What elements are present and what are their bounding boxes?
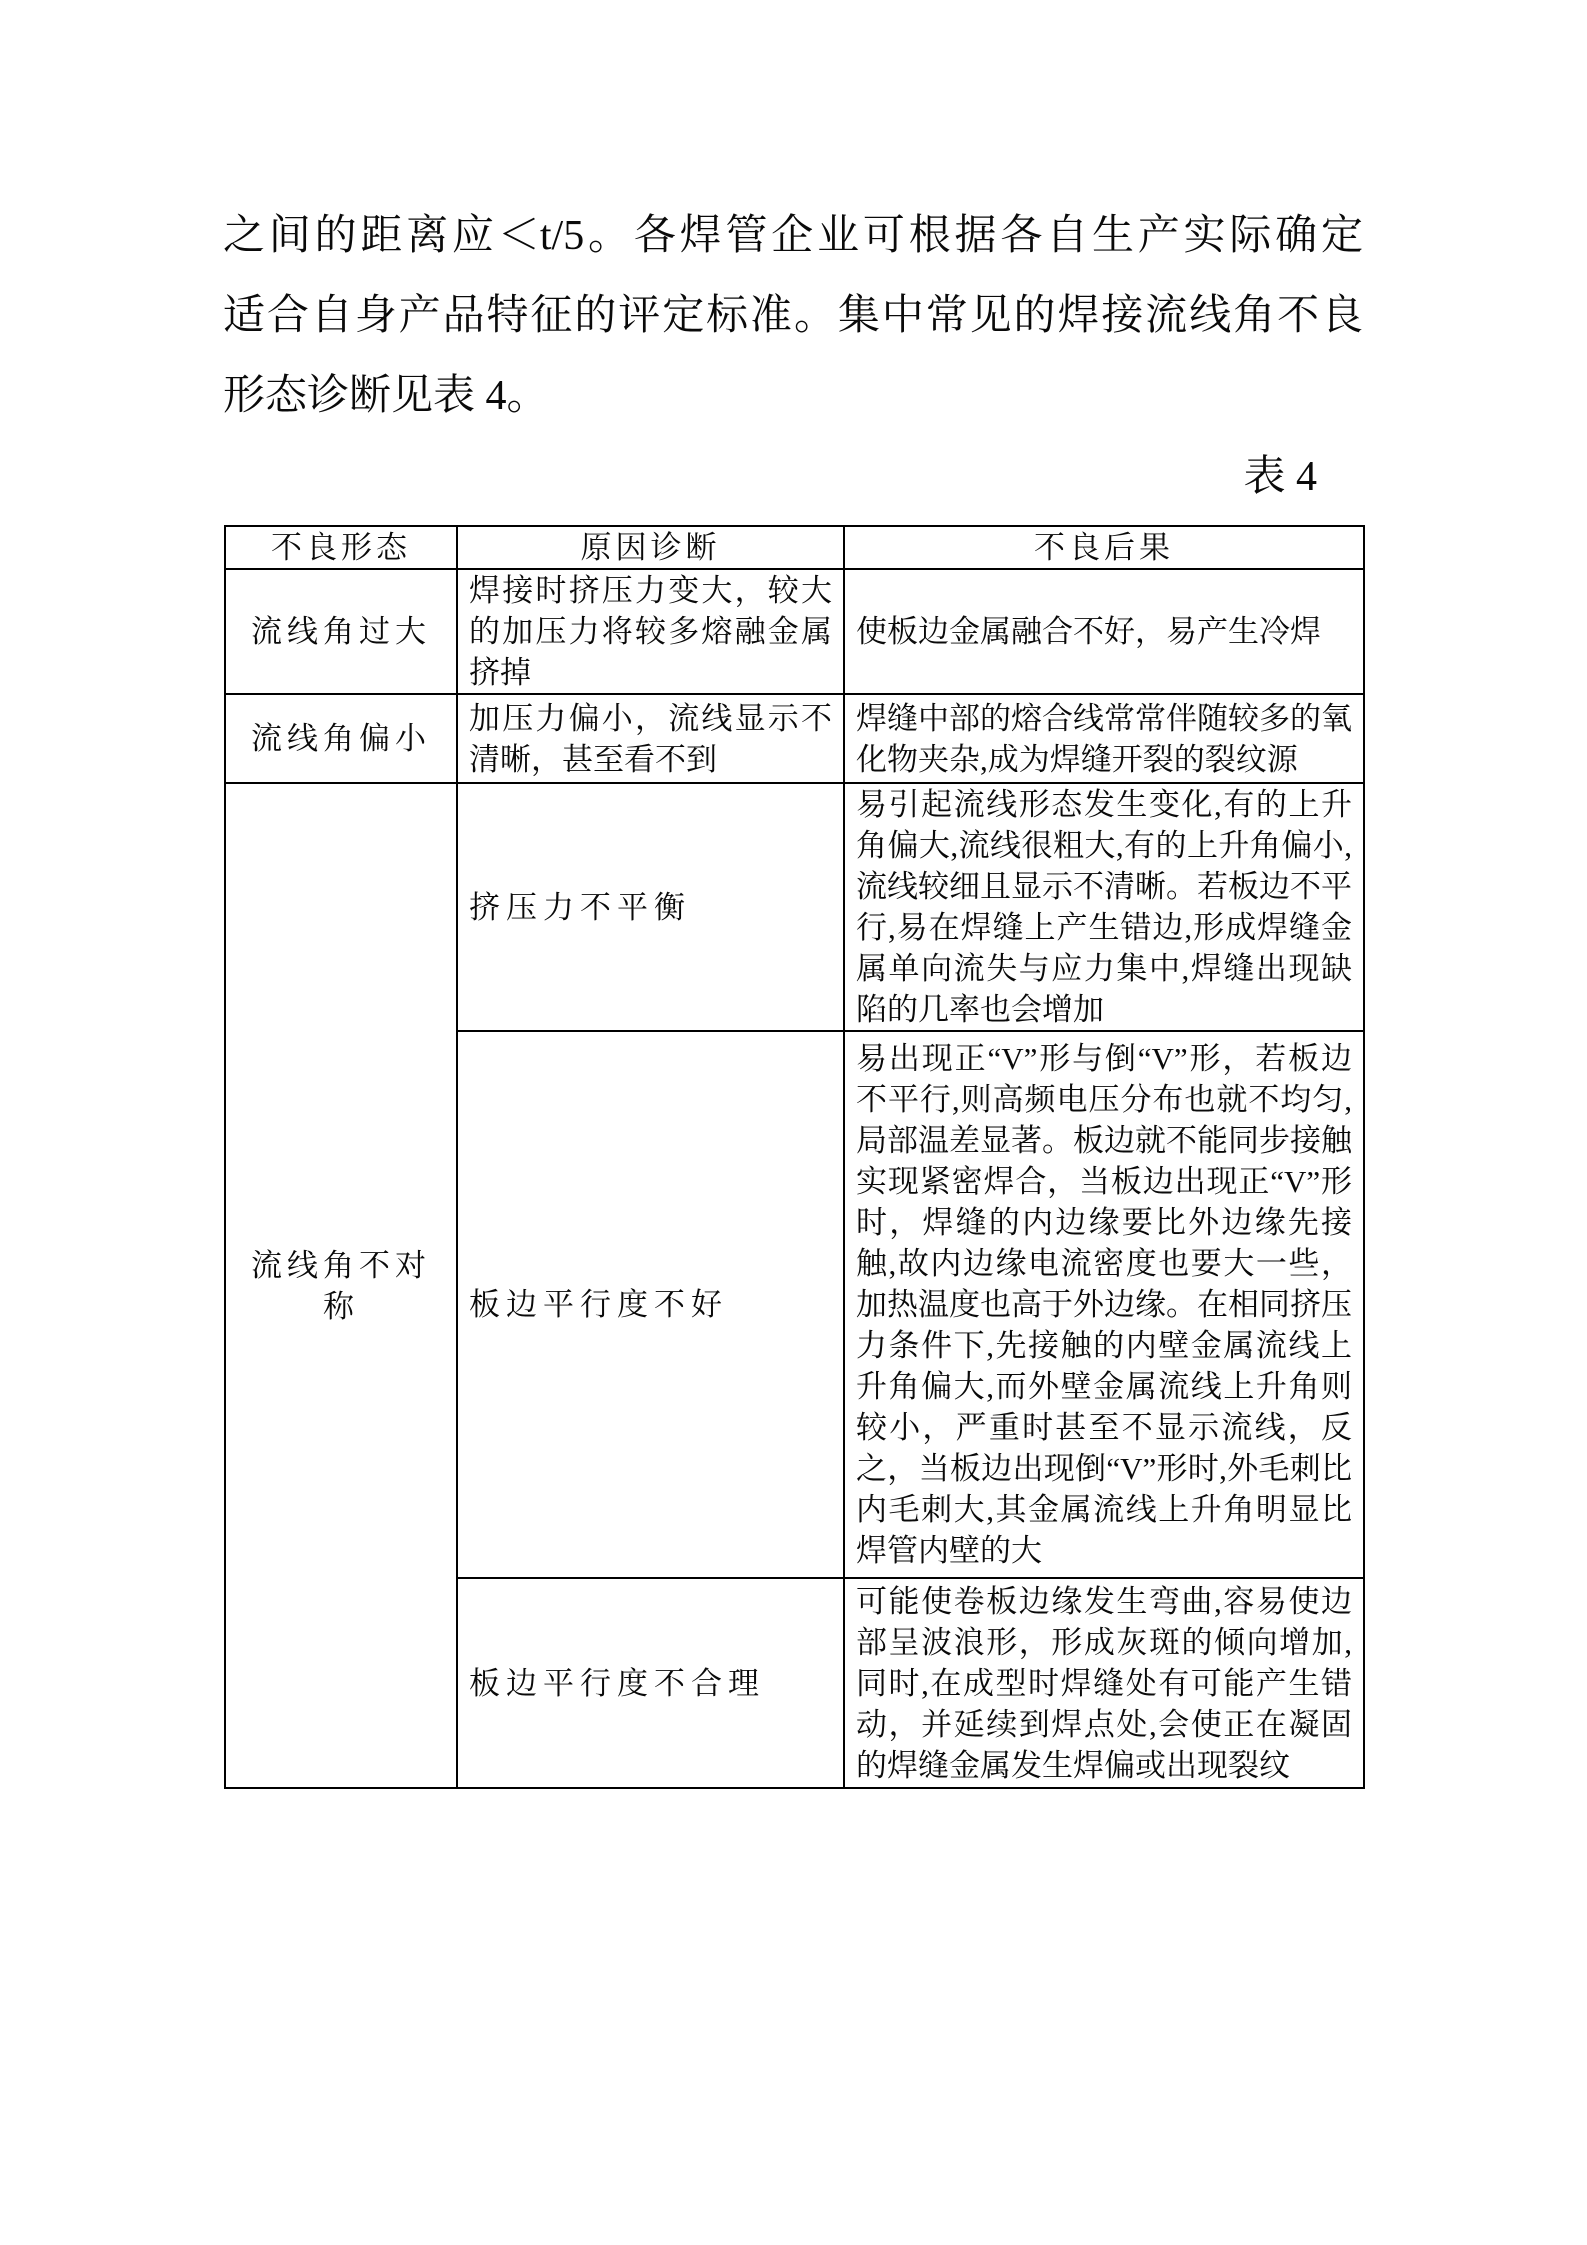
table-row <box>225 783 1364 1031</box>
cell-consequence: 易引起流线形态发生变化,有的上升角偏大,流线很粗大,有的上升角偏小,流线较细且显示不清晰。若板边不平行,易在焊缝上产生错边,形成焊缝金属单向流失与应力集中,焊缝出现缺陷的几率也会增加 <box>844 783 1364 1031</box>
header-defect-form: 不良形态 <box>225 526 457 569</box>
cell-defect-form: 流线角偏小 <box>225 694 457 783</box>
header-cause-diagnosis: 原因诊断 <box>457 526 844 569</box>
cell-defect-form: 流线角过大 <box>225 569 457 694</box>
paragraph-line: 之间的距离应＜t/5。各焊管企业可根据各自生产实际确定 <box>223 213 1363 259</box>
table-row <box>225 569 1364 694</box>
cell-consequence: 使板边金属融合不好，易产生冷焊 <box>844 569 1364 694</box>
cell-consequence: 焊缝中部的熔合线常常伴随较多的氧化物夹杂,成为焊缝开裂的裂纹源 <box>844 694 1364 783</box>
paragraph-line: 形态诊断见表 4。 <box>223 373 549 419</box>
cell-consequence: 可能使卷板边缘发生弯曲,容易使边部呈波浪形，形成灰斑的倾向增加,同时,在成型时焊缝处有可能产生错动，并延续到焊点处,会使正在凝固的焊缝金属发生焊偏或出现裂纹 <box>844 1578 1364 1788</box>
cell-consequence: 易出现正“V”形与倒“V”形，若板边不平行,则高频电压分布也就不均匀,局部温差显著。板边就不能同步接触实现紧密焊合，当板边出现正“V”形时，焊缝的内边缘要比外边缘先接触,故内边缘电流密度也要大一些，加热温度也高于外边缘。在相同挤压力条件下,先接触的内壁金属流线上升角偏大,而外壁金属流线上升角则较小，严重时甚至不显示流线，反之，当板边出现倒“V”形时,外毛刺比内毛刺大,其金属流线上升角明显比焊管内壁的大 <box>844 1031 1364 1578</box>
defect-table <box>224 525 1365 1789</box>
table-caption: 表 4 <box>1243 454 1317 500</box>
header-bad-consequence: 不良后果 <box>844 526 1364 569</box>
cell-cause: 板边平行度不合理 <box>457 1578 844 1788</box>
cell-defect-form-merged: 流线角不对称 <box>225 783 457 1788</box>
paragraph-line: 适合自身产品特征的评定标准。集中常见的焊接流线角不良 <box>223 293 1363 339</box>
body-paragraph <box>223 196 1363 436</box>
cell-cause: 挤压力不平衡 <box>457 783 844 1031</box>
cell-cause: 板边平行度不好 <box>457 1031 844 1578</box>
table-header-row <box>225 526 1364 569</box>
table-row <box>225 694 1364 783</box>
cell-cause: 焊接时挤压力变大，较大的加压力将较多熔融金属挤掉 <box>457 569 844 694</box>
cell-cause: 加压力偏小，流线显示不清晰，甚至看不到 <box>457 694 844 783</box>
